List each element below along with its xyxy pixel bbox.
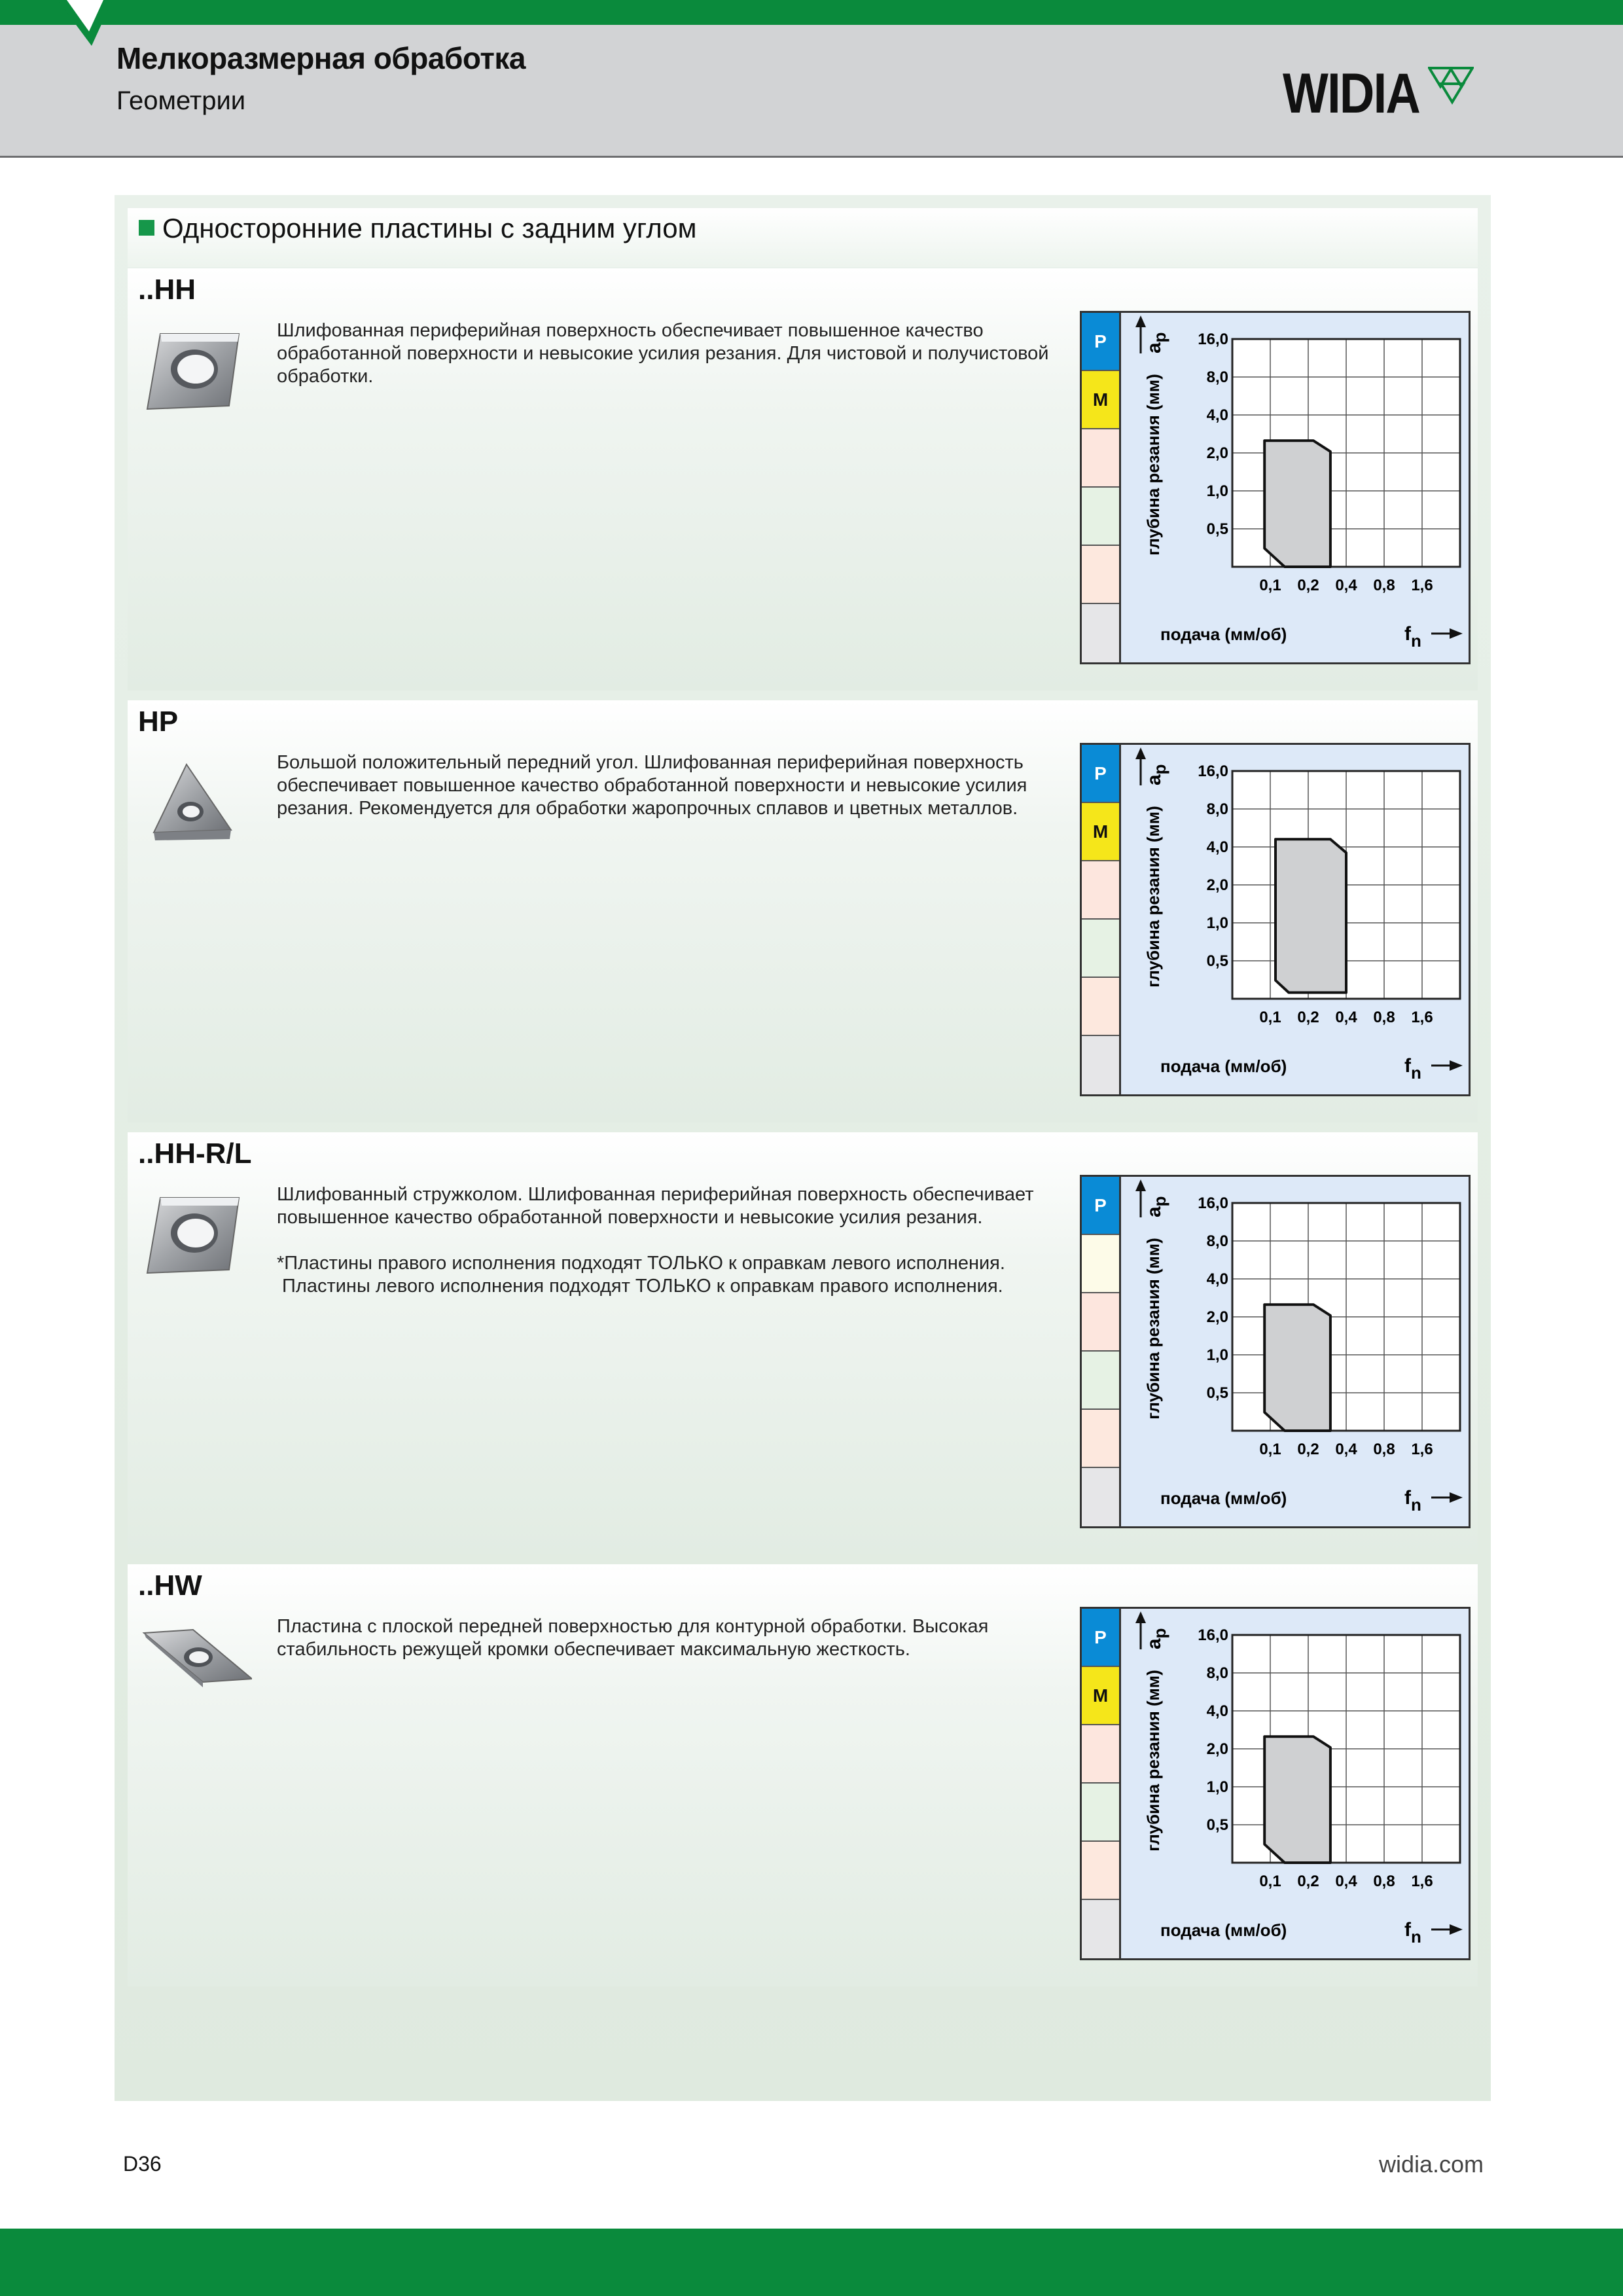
y-tick-label: 8,0 (1206, 1232, 1228, 1250)
x-axis-symbol: fn (1404, 623, 1421, 651)
section-bullet-icon (139, 220, 154, 236)
y-tick-label: 1,0 (1206, 914, 1228, 932)
y-tick-label: 2,0 (1206, 444, 1228, 462)
y-tick-label: 2,0 (1206, 876, 1228, 894)
material-cell-s (1082, 1842, 1119, 1900)
product-card (128, 1132, 1478, 1554)
material-cell-P: P (1082, 1609, 1119, 1667)
x-axis-label: подача (мм/об) (1160, 1488, 1287, 1508)
material-cell-s (1082, 978, 1119, 1036)
description-line: Шлифованная периферийная поверхность обеспечивает повышенное качество (277, 320, 984, 341)
x-tick-label: 0,4 (1335, 1873, 1357, 1890)
x-tick-label: 1,6 (1411, 1873, 1433, 1890)
material-cell-h (1082, 1900, 1119, 1958)
x-tick-label: 0,8 (1373, 577, 1395, 594)
chart-plot (1121, 1177, 1469, 1526)
x-axis-symbol: fn (1404, 1055, 1421, 1083)
y-tick-label: 4,0 (1206, 1270, 1228, 1288)
x-axis-label: подача (мм/об) (1160, 624, 1287, 644)
y-tick-label: 4,0 (1206, 838, 1228, 856)
square-insert-icon (141, 321, 252, 425)
material-cell-s (1082, 1410, 1119, 1468)
product-card (128, 268, 1478, 691)
y-tick-label: 4,0 (1206, 406, 1228, 424)
material-groups (1082, 1177, 1121, 1526)
x-tick-label: 0,1 (1259, 1873, 1281, 1890)
y-tick-label: 4,0 (1206, 1702, 1228, 1720)
y-axis-symbol: ap (1143, 332, 1169, 353)
y-axis-label: глубина резания (мм) (1143, 1670, 1163, 1852)
y-tick-label: 8,0 (1206, 368, 1228, 386)
y-arrow-head-icon (1135, 1611, 1146, 1623)
top-green-bar (0, 0, 1623, 25)
y-tick-label: 16,0 (1198, 762, 1228, 780)
y-axis-symbol: ap (1143, 764, 1169, 785)
material-cell-k (1082, 1293, 1119, 1352)
insert-code: ..HH (138, 274, 196, 306)
description-line: *Пластины правого исполнения подходят ТОЛЬКО к оправкам левого исполнения. (277, 1253, 1005, 1274)
material-cell-P: P (1082, 745, 1119, 803)
y-tick-label: 1,0 (1206, 1778, 1228, 1796)
y-arrow-head-icon (1135, 747, 1146, 759)
application-range-area (1264, 440, 1330, 567)
x-tick-label: 0,2 (1297, 1873, 1319, 1890)
y-tick-label: 0,5 (1206, 1384, 1228, 1402)
x-tick-label: 1,6 (1411, 1009, 1433, 1026)
x-axis-symbol: fn (1404, 1919, 1421, 1946)
material-cell-n (1082, 488, 1119, 546)
y-axis-label: глубина резания (мм) (1143, 806, 1163, 988)
application-range-area (1264, 1304, 1330, 1431)
x-tick-label: 0,4 (1335, 577, 1357, 594)
insert-description (277, 751, 1043, 820)
section-title: Односторонние пластины с задним углом (162, 213, 697, 243)
material-cell-k (1082, 429, 1119, 488)
material-groups (1082, 1609, 1121, 1958)
description-line: обработки. (277, 366, 374, 387)
y-tick-label: 8,0 (1206, 800, 1228, 818)
y-axis-symbol: ap (1143, 1628, 1169, 1649)
material-groups (1082, 313, 1121, 662)
square-insert-icon (141, 1185, 252, 1289)
y-tick-label: 0,5 (1206, 952, 1228, 970)
insert-code: ..HW (138, 1570, 202, 1602)
material-cell-n (1082, 1784, 1119, 1842)
material-cell-P: P (1082, 313, 1119, 371)
page-subtitle: Геометрии (116, 86, 246, 115)
product-card (128, 700, 1478, 1122)
insert-description (277, 319, 1049, 388)
y-tick-label: 0,5 (1206, 1816, 1228, 1834)
x-tick-label: 0,4 (1335, 1441, 1357, 1458)
description-line (277, 1229, 1043, 1252)
logo-text: WIDIA (1283, 62, 1420, 125)
page-title: Мелкоразмерная обработка (116, 41, 526, 75)
material-cell-M: M (1082, 803, 1119, 861)
y-arrow-head-icon (1135, 315, 1146, 327)
y-tick-label: 1,0 (1206, 482, 1228, 500)
x-tick-label: 0,2 (1297, 1441, 1319, 1458)
material-cell-P: P (1082, 1177, 1119, 1235)
description-line: обработанной поверхности и невысокие усилия резания. Для чистовой и получистовой (277, 343, 1049, 364)
logo-triangles-icon (1428, 65, 1474, 105)
y-tick-label: 2,0 (1206, 1740, 1228, 1758)
bottom-green-bar (0, 2229, 1623, 2296)
description-line: Большой положительный передний угол. Шлифованная периферийная поверхность (277, 752, 1024, 773)
x-axis-label: подача (мм/об) (1160, 1920, 1287, 1940)
insert-code: ..HH-R/L (138, 1138, 252, 1170)
insert-code: HP (138, 706, 179, 738)
y-tick-label: 16,0 (1198, 331, 1228, 348)
footer-website: widia.com (1379, 2151, 1484, 2178)
x-axis-symbol: fn (1404, 1487, 1421, 1515)
y-tick-label: 0,5 (1206, 520, 1228, 538)
insert-description (277, 1615, 1043, 1661)
corner-triangle-icon (52, 0, 118, 52)
rhombus-insert-icon (141, 1617, 252, 1721)
description-line: резания. Рекомендуется для обработки жаропрочных сплавов и цветных металлов. (277, 798, 1018, 819)
cutting-range-chart (1080, 311, 1471, 664)
chart-plot (1121, 313, 1469, 662)
x-tick-label: 0,8 (1373, 1441, 1395, 1458)
material-cell-M: M (1082, 1667, 1119, 1725)
description-line: повышенное качество обработанной поверхности и невысокие усилия резания. (277, 1207, 983, 1228)
description-line: Пластины левого исполнения подходят ТОЛЬКО к оправкам правого исполнения. (277, 1276, 1003, 1297)
y-tick-label: 8,0 (1206, 1664, 1228, 1682)
y-tick-label: 16,0 (1198, 1194, 1228, 1212)
x-axis-label: подача (мм/об) (1160, 1056, 1287, 1076)
y-tick-label: 16,0 (1198, 1626, 1228, 1644)
material-cell-h (1082, 604, 1119, 662)
y-arrow-head-icon (1135, 1179, 1146, 1191)
cutting-range-chart (1080, 1175, 1471, 1528)
description-line: стабильность режущей кромки обеспечивает максимальную жесткость. (277, 1639, 910, 1660)
chart-plot (1121, 745, 1469, 1094)
x-tick-label: 0,2 (1297, 1009, 1319, 1026)
x-arrow-head-icon (1450, 1924, 1463, 1935)
triangle-insert-icon (141, 753, 252, 857)
y-axis-label: глубина резания (мм) (1143, 374, 1163, 556)
cutting-range-chart (1080, 1607, 1471, 1960)
y-tick-label: 2,0 (1206, 1308, 1228, 1326)
material-cell-n (1082, 1352, 1119, 1410)
application-range-area (1275, 839, 1346, 992)
description-line: Шлифованный стружколом. Шлифованная периферийная поверхность обеспечивает (277, 1184, 1034, 1205)
y-axis-symbol: ap (1143, 1196, 1169, 1217)
y-tick-label: 1,0 (1206, 1346, 1228, 1364)
material-cell-k (1082, 1725, 1119, 1784)
material-cell-s (1082, 546, 1119, 604)
material-cell-k (1082, 861, 1119, 920)
description-line: обеспечивает повышенное качество обработанной поверхности и невысокие усилия (277, 775, 1027, 796)
x-tick-label: 0,8 (1373, 1873, 1395, 1890)
x-tick-label: 0,1 (1259, 1009, 1281, 1026)
x-arrow-head-icon (1450, 1060, 1463, 1071)
x-arrow-head-icon (1450, 628, 1463, 639)
x-tick-label: 0,1 (1259, 1441, 1281, 1458)
x-tick-label: 0,1 (1259, 577, 1281, 594)
widia-logo (1283, 62, 1479, 131)
x-tick-label: 0,4 (1335, 1009, 1357, 1026)
material-cell-M: M (1082, 371, 1119, 429)
chart-plot (1121, 1609, 1469, 1958)
material-cell-h (1082, 1036, 1119, 1094)
insert-description (277, 1183, 1043, 1298)
x-tick-label: 1,6 (1411, 1441, 1433, 1458)
material-groups (1082, 745, 1121, 1094)
application-range-area (1264, 1736, 1330, 1863)
x-tick-label: 0,8 (1373, 1009, 1395, 1026)
y-axis-label: глубина резания (мм) (1143, 1238, 1163, 1420)
material-cell-n (1082, 920, 1119, 978)
material-cell-m (1082, 1235, 1119, 1293)
product-card (128, 1564, 1478, 1986)
material-cell-h (1082, 1468, 1119, 1526)
cutting-range-chart (1080, 743, 1471, 1096)
x-tick-label: 1,6 (1411, 577, 1433, 594)
x-arrow-head-icon (1450, 1492, 1463, 1503)
description-line: Пластина с плоской передней поверхностью для контурной обработки. Высокая (277, 1616, 989, 1637)
x-tick-label: 0,2 (1297, 577, 1319, 594)
page-number: D36 (123, 2152, 162, 2176)
